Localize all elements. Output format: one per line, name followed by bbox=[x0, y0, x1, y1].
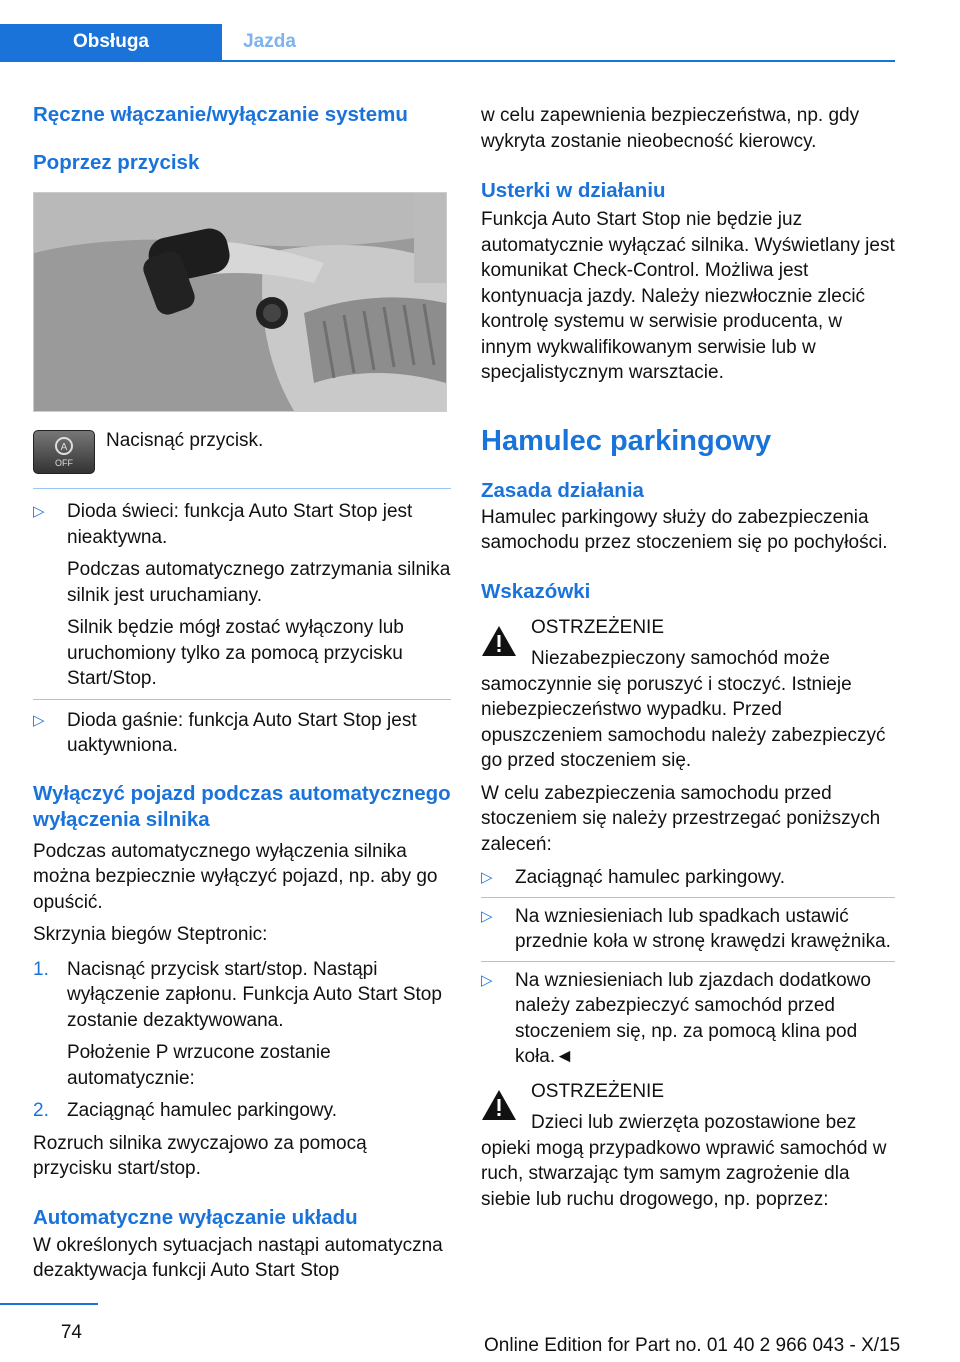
list-item bbox=[33, 708, 451, 759]
bullet-text: Na wzniesieniach lub zjazdach dodatkowo należy zabezpieczyć samochód przed stoczeniem się, np. za pomocą klina pod koła.◄ bbox=[515, 969, 871, 1067]
warning-box bbox=[481, 615, 895, 774]
paragraph-turnoff: Podczas automatycznego wyłączenia silnika można bezpiecznie wyłączyć pojazd, np. aby go opuścić. bbox=[33, 840, 438, 913]
divider bbox=[33, 699, 451, 700]
triangle-bullet-icon: ▷ bbox=[481, 869, 493, 886]
bullet-text: Dioda gaśnie: funkcja Auto Start Stop jest uaktywniona. bbox=[67, 709, 417, 756]
bullet-text: Zaciągnąć hamulec parkingowy. bbox=[515, 867, 786, 888]
triangle-bullet-icon: ▷ bbox=[33, 503, 45, 520]
paragraph-continuation: w celu zapewnienia bezpieczeństwa, np. gdy wykryta zostanie nieobecność kierowcy. bbox=[481, 105, 860, 152]
step-number: 1. bbox=[33, 958, 49, 980]
edition-note: Online Edition for Part no. 01 40 2 966 043 - X/15 bbox=[484, 1335, 901, 1356]
tab-underline bbox=[0, 60, 895, 62]
header-tabs bbox=[0, 24, 895, 62]
heading-parking-brake: Hamulec parkingowy bbox=[481, 424, 772, 457]
press-button-text: Nacisnąć przycisk. bbox=[106, 430, 264, 451]
heading-faults: Usterki w działaniu bbox=[481, 179, 666, 202]
list-item bbox=[33, 957, 451, 1092]
bullet-extra: Silnik będzie mógł zostać wyłączony lub uruchomiony tylko za pomocą przycisku Start/Stop. bbox=[67, 617, 404, 689]
triangle-bullet-icon: ▷ bbox=[481, 971, 493, 989]
divider bbox=[481, 897, 895, 898]
divider bbox=[481, 961, 895, 962]
warning-triangle-icon bbox=[481, 1089, 517, 1121]
dashboard-illustration bbox=[34, 193, 446, 411]
triangle-bullet-icon: ▷ bbox=[481, 907, 493, 925]
warning-title: OSTRZEŻENIE bbox=[531, 616, 665, 638]
list-item bbox=[481, 904, 895, 955]
off-icon-label: OFF bbox=[55, 458, 73, 468]
divider bbox=[33, 488, 451, 489]
paragraph-steptronic: Skrzynia biegów Steptronic: bbox=[33, 924, 268, 945]
list-item bbox=[33, 1098, 451, 1124]
warning-triangle-icon bbox=[481, 625, 517, 657]
heading-manual: Ręczne włączanie/wyłączanie systemu bbox=[33, 103, 408, 126]
list-item bbox=[481, 865, 895, 891]
heading-principle: Zasada działania bbox=[481, 478, 644, 502]
tab-obsluga[interactable]: Obsługa bbox=[0, 24, 222, 60]
page-number: 74 bbox=[60, 1322, 82, 1343]
bullet-extra: Podczas automatycznego zatrzymania silnika silnik jest uruchamiany. bbox=[67, 559, 451, 606]
step-extra: Położenie P wrzucone zostanie automatycznie: bbox=[67, 1042, 331, 1089]
step-number: 2. bbox=[33, 1100, 49, 1121]
svg-text:A: A bbox=[60, 442, 68, 453]
heading-button: Poprzez przycisk bbox=[33, 151, 200, 174]
auto-start-stop-button-icon bbox=[33, 430, 95, 474]
tab-jazda[interactable]: Jazda bbox=[243, 31, 296, 52]
heading-hints: Wskazówki bbox=[481, 579, 591, 603]
warning-box bbox=[481, 1079, 895, 1213]
footer-rule bbox=[0, 1303, 98, 1305]
paragraph-faults: Funkcja Auto Start Stop nie będzie juz automatycznie wyłączać silnika. Wyświetlany jest komunikat Check-Control. Możliwa jest kontynuacja jazdy. Należy niezwłocznie zlecić kontrolę systemu w serwisie producenta, w innym wykwalifikowanym serwisie lub w specjalistycznym warsztacie. bbox=[481, 209, 895, 383]
paragraph-secure: W celu zabezpieczenia samochodu przed stoczeniem się należy przestrzegać poniższych zaleceń: bbox=[481, 782, 881, 855]
warning-text: Niezabezpieczony samochód może samoczynnie się poruszyć i stoczyć. Istnieje niebezpieczeństwo wypadku. Przed opuszczeniem samochodu należy zabezpieczyć go przed stoczeniem się. bbox=[481, 648, 886, 771]
step-text: Nacisnąć przycisk start/stop. Nastąpi wyłączenie zapłonu. Funkcja Auto Start Stop zostanie dezaktywowana. bbox=[67, 958, 442, 1031]
paragraph-restart: Rozruch silnika zwyczajowo za pomocą przycisku start/stop. bbox=[33, 1132, 367, 1179]
warning-text: Dzieci lub zwierzęta pozostawione bez opieki mogą przypadkowo wprawić samochód w ruch, stwarzając tym samym zagrożenie dla siebie lub ruchu drogowego, np. poprzez: bbox=[481, 1112, 887, 1210]
left-column bbox=[33, 100, 451, 1284]
list-item bbox=[481, 968, 895, 1070]
list-item bbox=[33, 499, 451, 692]
step-text: Zaciągnąć hamulec parkingowy. bbox=[67, 1100, 338, 1121]
press-button-row bbox=[33, 430, 451, 480]
right-column bbox=[481, 100, 895, 1212]
bullet-text: Na wzniesieniach lub spadkach ustawić przednie koła w stronę krawędzi krawężnika. bbox=[515, 905, 891, 952]
triangle-bullet-icon: ▷ bbox=[33, 711, 45, 729]
heading-turnoff: Wyłączyć pojazd podczas automatycznego wyłączenia silnika bbox=[33, 781, 451, 831]
paragraph-principle: Hamulec parkingowy służy do zabezpieczenia samochodu przez stoczeniem się po pochyłości. bbox=[481, 506, 888, 553]
dashboard-photo bbox=[33, 192, 447, 412]
warning-title: OSTRZEŻENIE bbox=[531, 1080, 665, 1102]
heading-auto: Automatyczne wyłączanie układu bbox=[33, 1205, 358, 1229]
bullet-text: Dioda świeci: funkcja Auto Start Stop jest nieaktywna. bbox=[67, 501, 413, 548]
paragraph-auto: W określonych sytuacjach nastąpi automatyczna dezaktywacja funkcji Auto Start Stop bbox=[33, 1234, 443, 1281]
